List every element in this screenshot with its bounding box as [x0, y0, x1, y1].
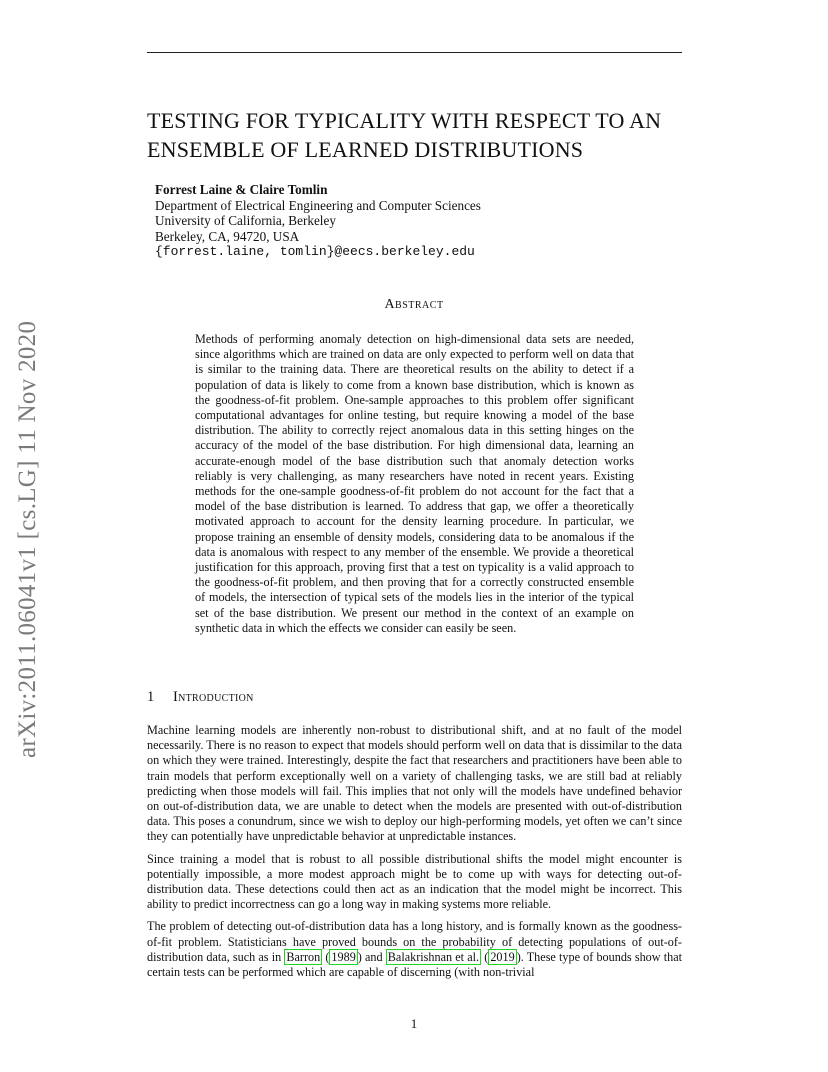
- author-location: Berkeley, CA, 94720, USA: [155, 228, 300, 244]
- section-title: Introduction: [173, 689, 254, 705]
- author-university: University of California, Berkeley: [155, 213, 336, 229]
- arxiv-identifier: arXiv:2011.06041v1 [cs.LG] 11 Nov 2020: [14, 320, 41, 758]
- section-body: [147, 723, 682, 987]
- citation-link[interactable]: 2019: [490, 949, 515, 964]
- author-block: [155, 182, 675, 260]
- top-rule: [147, 52, 682, 53]
- section-number: 1: [147, 689, 155, 705]
- paragraph: Since training a model that is robust to all possible distributional shifts the model might encounter is potentially impossible, a more modest approach might be to come up with ways for detecting out-of-distribution data. These detections could then act as an indication that the model might be incorrect. This ability to predict incorrectness can go a long way in making systems more reliable.: [147, 851, 682, 912]
- paragraph: Machine learning models are inherently non-robust to distributional shift, and at no fault of the model necessarily. There is no reason to expect that models should perform well on data that is dissimilar to the data on which they were trained. Interestingly, despite the fact that researchers and practitioners have been able to train models that perform exceptionally well on a variety of challenging tasks, we are still bad at reliably predicting when those models will fail. This implies that not only will the models have undefined behavior on out-of-distribution data, we are unable to detect when the models are presented with out-of-distribution data. This poses a conundrum, since we wish to deploy our high-performing models, yet often we can’t since they can potentially have unpredictable behavior at unpredictable instances.: [147, 723, 682, 844]
- abstract-text: Methods of performing anomaly detection on high-dimensional data sets are needed, since algorithms which are trained on data are only expected to perform well on data that is similar to the training data. There are theoretical results on the ability to detect if a population of data is likely to come from a known base distribution, which is known as the goodness-of-fit problem. One-sample approaches to this problem offer significant computational advantages for online testing, but require knowing a model of the base distribution. The ability to correctly reject anomalous data in this setting hinges on the accuracy of the model of the base distribution. For high dimensional data, learning an accurate-enough model of the base distribution such that anomaly detection works reliably is very challenging, as many researchers have noted in recent years. Existing methods for the one-sample goodness-of-fit problem do not account for the fact that a model of the base distribution is learned. To address that gap, we offer a theoretically motivated approach to account for the density learning procedure. In particular, we propose training an ensemble of density models, considering data to be anomalous if the data is anomalous with respect to any member of the ensemble. We provide a theoretical justification for this approach, proving first that a test on typicality is a valid approach to the goodness-of-fit problem, and then proving that for a correctly constructed ensemble of models, the intersection of typical sets of the models lies in the interior of the typical set of the base distribution. We present our method in the context of an example on synthetic data in which the effects we consider can easily be seen.: [195, 332, 634, 635]
- section-heading: [147, 689, 254, 706]
- citation-link[interactable]: 1989: [331, 949, 356, 964]
- paper-title: [147, 106, 707, 164]
- author-names: Forrest Laine & Claire Tomlin: [155, 182, 328, 197]
- title-line-2: ENSEMBLE OF LEARNED DISTRIBUTIONS: [147, 137, 584, 162]
- author-email: {forrest.laine, tomlin}@eecs.berkeley.edu: [155, 244, 475, 260]
- title-line-1: TESTING FOR TYPICALITY WITH RESPECT TO AN: [147, 108, 662, 133]
- page-number: 1: [410, 1016, 418, 1031]
- citation-link[interactable]: Barron: [286, 949, 321, 964]
- citation-link[interactable]: Balakrishnan et al.: [387, 949, 480, 964]
- abstract-heading: Abstract: [384, 297, 444, 312]
- paragraph: The problem of detecting out-of-distribution data has a long history, and is formally known as the goodness-of-fit problem. Statisticians have proved bounds on the probability of detecting populations of out-of-distribution data, such as in Barron ( 1989 ) and Balakrishnan et al. ( 2019 ). These type of bounds show that certain tests can be performed which are capable of discerning (with non-trivial: [147, 919, 683, 980]
- author-department: Department of Electrical Engineering and Computer Sciences: [155, 197, 481, 213]
